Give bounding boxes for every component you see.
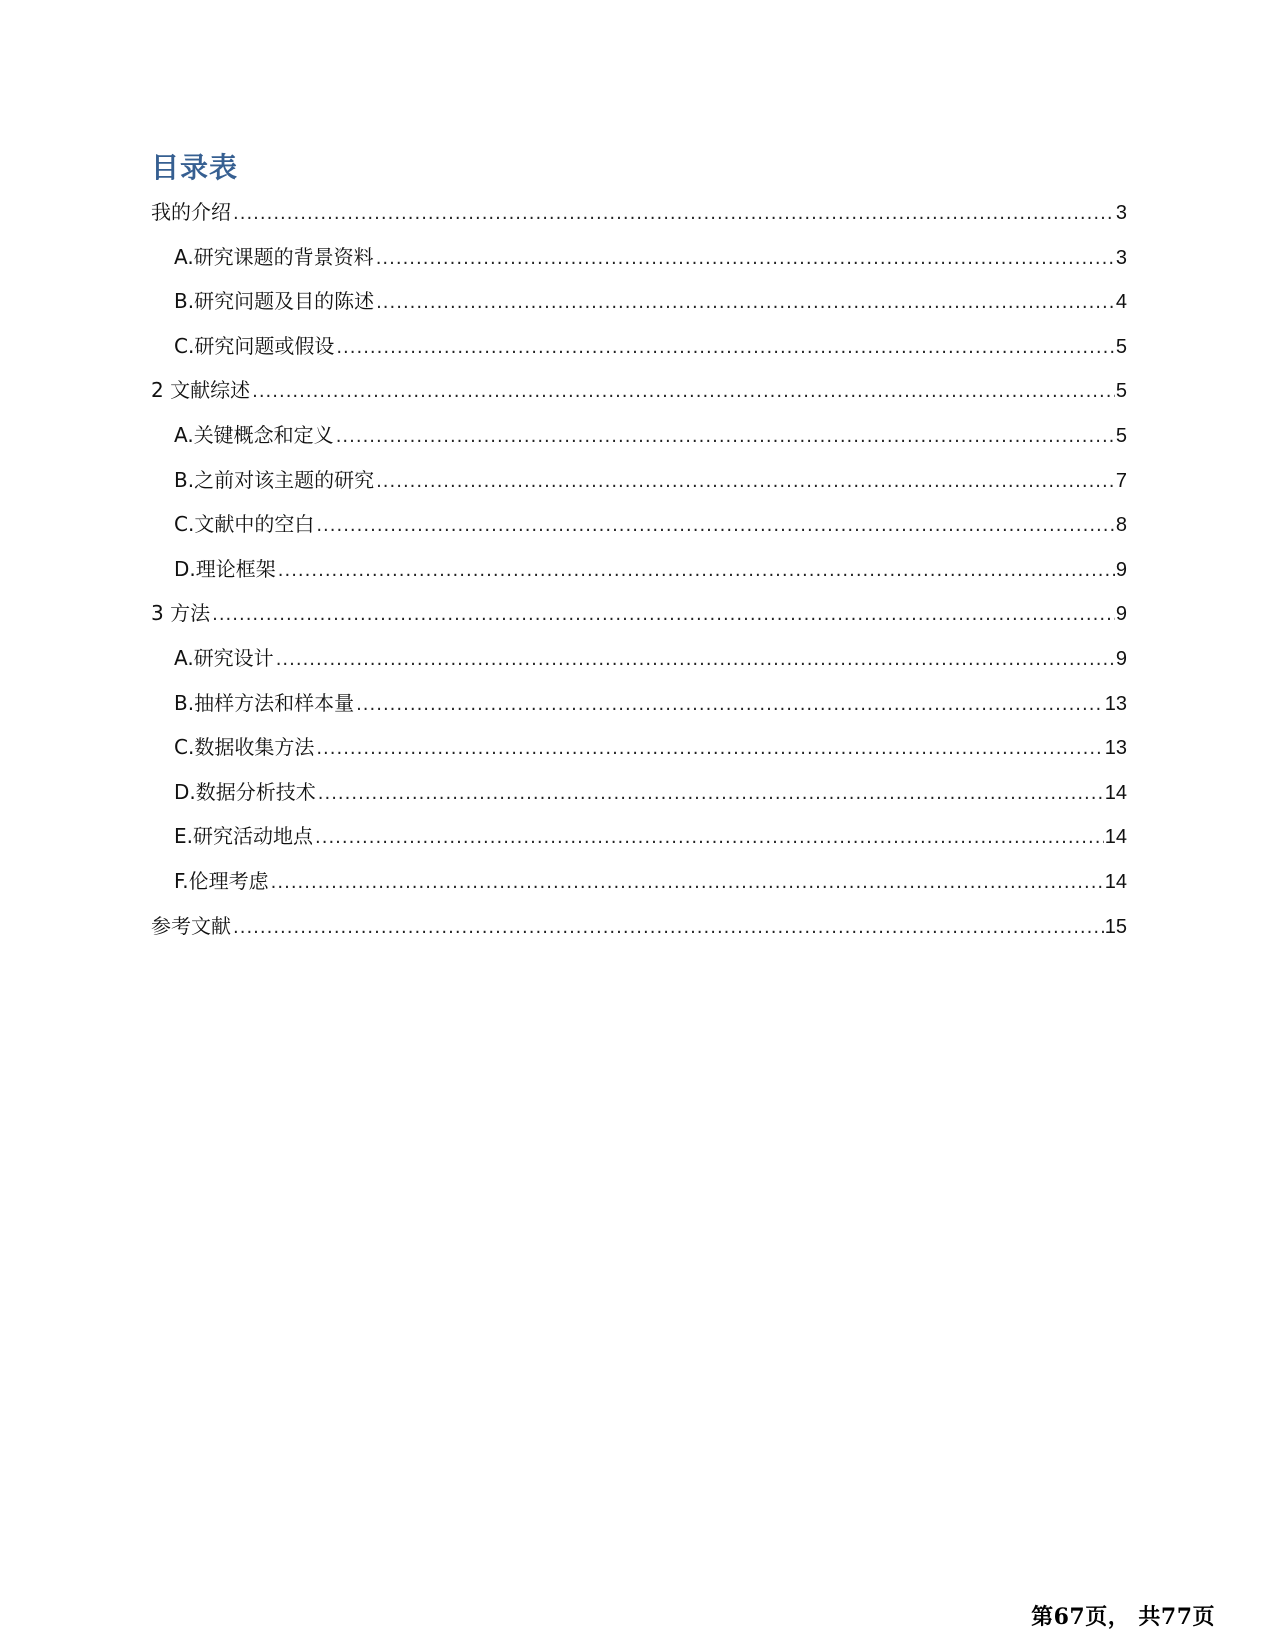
toc-list — [151, 190, 1127, 948]
toc-entry-text: 参考文献 — [151, 913, 231, 938]
toc-leader-dots — [233, 906, 1104, 951]
toc-entry[interactable] — [151, 458, 1127, 503]
toc-entry[interactable] — [151, 636, 1127, 681]
toc-leader-dots — [278, 549, 1115, 594]
toc-entry-page: 3 — [1115, 246, 1127, 269]
toc-leader-dots — [315, 816, 1104, 861]
toc-entry-page: 5 — [1115, 424, 1127, 447]
toc-entry-text: C.数据收集方法 — [174, 735, 315, 760]
toc-entry[interactable] — [151, 814, 1127, 859]
toc-entry[interactable] — [151, 324, 1127, 369]
toc-entry-text: 3 方法 — [151, 601, 211, 626]
toc-entry-page: 5 — [1115, 335, 1127, 358]
toc-entry[interactable] — [151, 235, 1127, 280]
toc-entry-text: E.研究活动地点 — [174, 824, 313, 849]
toc-leader-dots — [212, 593, 1115, 638]
toc-entry[interactable] — [151, 413, 1127, 458]
toc-leader-dots — [376, 460, 1115, 505]
toc-entry-page: 9 — [1115, 603, 1127, 626]
toc-entry-text: A.研究设计 — [174, 645, 274, 670]
toc-entry-page: 13 — [1104, 692, 1127, 715]
toc-entry-page: 9 — [1115, 558, 1127, 581]
page-footer-page-number: 第67页， 共77页 — [1031, 1604, 1215, 1630]
toc-entry-text: 我的介绍 — [151, 200, 231, 224]
toc-title: 目录表 — [151, 151, 239, 184]
toc-entry-text: F.伦理考虑 — [174, 868, 269, 893]
toc-leader-dots — [376, 281, 1115, 326]
toc-entry[interactable] — [151, 279, 1127, 324]
toc-entry[interactable] — [151, 502, 1127, 547]
toc-leader-dots — [233, 192, 1115, 237]
toc-entry-page: 5 — [1115, 380, 1127, 403]
toc-leader-dots — [271, 861, 1104, 906]
toc-entry-text: C.文献中的空白 — [174, 512, 315, 537]
toc-leader-dots — [336, 415, 1115, 460]
toc-entry[interactable] — [151, 904, 1127, 949]
toc-leader-dots — [276, 638, 1115, 683]
toc-entry[interactable] — [151, 591, 1127, 636]
toc-entry-text: B.研究问题及目的陈述 — [174, 289, 375, 314]
toc-entry-page: 9 — [1115, 647, 1127, 670]
toc-leader-dots — [316, 727, 1103, 772]
toc-entry-text: 2 文献综述 — [151, 378, 251, 403]
toc-entry[interactable] — [151, 368, 1127, 413]
toc-entry[interactable] — [151, 770, 1127, 815]
toc-entry-page: 14 — [1104, 870, 1127, 893]
toc-leader-dots — [356, 683, 1104, 728]
toc-entry[interactable] — [151, 547, 1127, 592]
toc-leader-dots — [252, 370, 1115, 415]
toc-leader-dots — [336, 326, 1115, 371]
toc-entry-page: 8 — [1115, 514, 1127, 537]
toc-leader-dots — [318, 772, 1104, 817]
toc-entry-page: 7 — [1115, 469, 1127, 492]
toc-entry-text: B.之前对该主题的研究 — [174, 467, 375, 492]
toc-entry-text: D.数据分析技术 — [174, 779, 316, 804]
toc-leader-dots — [316, 504, 1115, 549]
toc-entry-text: B.抽样方法和样本量 — [174, 690, 355, 715]
toc-entry[interactable] — [151, 190, 1127, 235]
toc-entry[interactable] — [151, 725, 1127, 770]
toc-entry-page: 3 — [1115, 202, 1127, 224]
toc-entry-text: C.研究问题或假设 — [174, 333, 335, 358]
toc-entry-page: 15 — [1104, 915, 1127, 938]
toc-entry[interactable] — [151, 859, 1127, 904]
toc-entry-page: 14 — [1104, 781, 1127, 804]
toc-entry-page: 14 — [1104, 826, 1127, 849]
toc-entry-text: A.关键概念和定义 — [174, 422, 334, 447]
toc-entry-text: A.研究课题的背景资料 — [174, 244, 374, 269]
toc-entry-text: D.理论框架 — [174, 556, 276, 581]
toc-entry-page: 13 — [1104, 737, 1127, 760]
toc-entry[interactable] — [151, 681, 1127, 726]
toc-leader-dots — [376, 237, 1115, 282]
toc-entry-page: 4 — [1115, 291, 1127, 314]
